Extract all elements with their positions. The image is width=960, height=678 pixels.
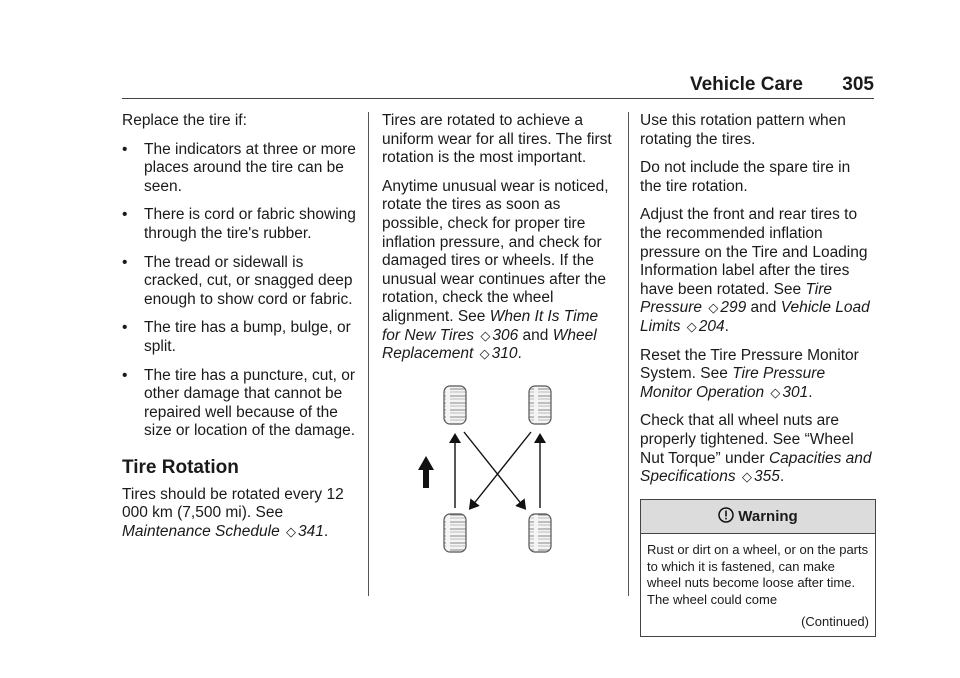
paragraph: Use this rotation pattern when rotating the tires. [640, 112, 846, 148]
bullet-icon: • [122, 366, 128, 384]
rear-left-tire-icon [444, 514, 466, 552]
column-divider [628, 112, 629, 596]
paragraph: Tires are rotated to achieve a uniform wear for all tires. The first rotation is the most important. [382, 112, 612, 167]
bullet-icon: • [122, 253, 128, 271]
paragraph: Do not include the spare tire in the tire rotation. [640, 159, 851, 195]
list-item: • The tread or sidewall is cracked, cut, or snagged deep enough to show cord or fabric. [122, 253, 353, 308]
maintenance-schedule-link[interactable]: Maintenance Schedule [122, 522, 280, 540]
paragraph: Anytime unusual wear is noticed, rotate the tires as soon as possible, check for proper tire inflation pressure, and check for damaged tires or wheels. If the unusual wear continues after the rotation, check the wheel alignment. See When It Is Time for New Tires ◇ 306 and Wheel Replacement ◇ 310. [382, 177, 609, 363]
list-item: • There is cord or fabric showing through the tire's rubber. [122, 206, 356, 242]
section-heading: Tire Rotation [122, 456, 239, 478]
list-item: • The tire has a puncture, cut, or other damage that cannot be repaired well because of the size or location of the damage. [122, 366, 356, 440]
front-left-tire-icon [444, 386, 466, 424]
page-ref-icon: ◇ [286, 523, 297, 539]
page-ref[interactable]: 301 [782, 383, 809, 401]
rotation-paragraph: Tires should be rotated every 12 000 km (7,500 mi). See Maintenance Schedule ◇ 341. [122, 485, 344, 540]
vehicle-load-limits-link[interactable]: Vehicle Load Limits [640, 299, 870, 335]
column-1 [122, 112, 358, 551]
tire-rotation-diagram [382, 380, 618, 560]
column-2 [382, 112, 618, 560]
page-ref[interactable]: 299 [720, 299, 747, 317]
bullet-icon: • [122, 206, 128, 224]
page-ref-icon: ◇ [480, 327, 491, 343]
bullet-icon: • [122, 140, 128, 158]
rear-right-tire-icon [529, 514, 551, 552]
rotation-diagram-svg [382, 380, 618, 560]
wheel-replacement-link[interactable]: Wheel Replacement [382, 326, 597, 363]
warning-header [641, 500, 875, 535]
bullet-icon: • [122, 319, 128, 337]
continued-label: (Continued) [801, 613, 869, 629]
page-ref-icon: ◇ [708, 300, 719, 316]
front-left-to-rear-right-arrow [464, 432, 523, 506]
warning-box [640, 499, 876, 638]
list-item: • The indicators at three or more places around the tire can be seen. [122, 140, 356, 195]
page-number: 305 [842, 74, 874, 95]
forward-direction-arrow-icon [418, 456, 434, 488]
capacities-link[interactable]: Capacities and Specifications [640, 449, 872, 486]
column-divider [368, 112, 369, 596]
page-ref[interactable]: 306 [492, 326, 519, 344]
tpms-operation-link[interactable]: Tire Pressure Monitor Operation [640, 365, 826, 401]
column-3 [640, 112, 876, 637]
page-ref-icon: ◇ [686, 318, 697, 334]
front-right-tire-icon [529, 386, 551, 424]
intro-text: Replace the tire if: [122, 112, 247, 129]
header-rule [122, 98, 874, 99]
page-header [690, 74, 874, 96]
warning-icon [718, 507, 734, 523]
paragraph: Adjust the front and rear tires to the recommended inflation pressure on the Tire and Loading Information label after the tires have been rotated. See Tire Pressure ◇ 299 and Vehicle Load Limits ◇ 204. [640, 206, 870, 335]
page-ref[interactable]: 355 [753, 468, 780, 486]
page-ref-icon: ◇ [770, 384, 781, 400]
new-tires-link[interactable]: When It Is Time for New Tires [382, 307, 599, 344]
paragraph: Check that all wheel nuts are properly tightened. See “Wheel Nut Torque” under Capacities and Specifications ◇ 355. [640, 412, 872, 486]
warning-title: Warning [738, 507, 798, 525]
page-ref-icon: ◇ [479, 346, 490, 362]
section-title: Vehicle Care [689, 74, 804, 95]
page-ref[interactable]: 310 [491, 345, 518, 363]
page-ref[interactable]: 341 [298, 522, 324, 540]
page-ref[interactable]: 204 [698, 317, 725, 335]
tire-pressure-link[interactable]: Tire Pressure [640, 280, 833, 317]
list-item: • The tire has a bump, bulge, or split. [122, 319, 351, 355]
page-ref-icon: ◇ [741, 469, 752, 485]
front-right-to-rear-left-arrow [472, 432, 531, 506]
warning-body: Rust or dirt on a wheel, or on the parts to which it is fastened, can make wheel nuts become loose after time. The wheel could come [647, 542, 869, 608]
paragraph: Reset the Tire Pressure Monitor System. See Tire Pressure Monitor Operation ◇ 301. [640, 346, 859, 401]
